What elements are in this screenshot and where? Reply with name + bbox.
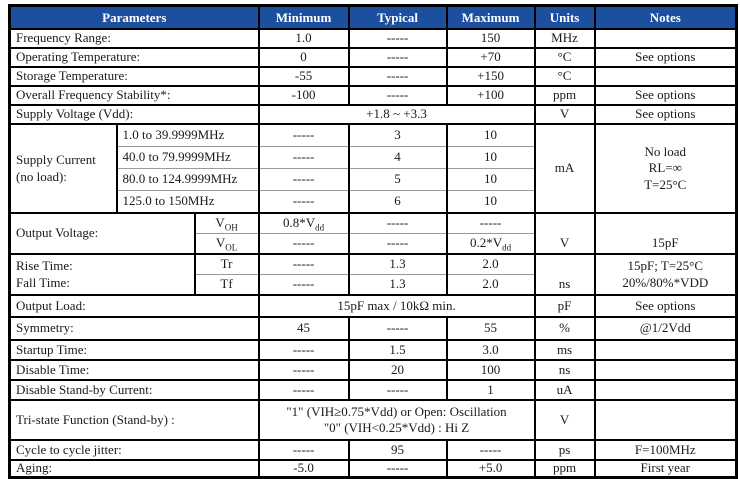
- row-overall-frequency-stability: [10, 86, 737, 105]
- header-units: Units: [535, 6, 595, 30]
- supply-current-max-3: 10: [447, 169, 535, 191]
- supply-current-notes-line1: No load: [644, 144, 687, 160]
- output-load-label: Output Load:: [10, 295, 259, 317]
- aging-notes: First year: [595, 460, 737, 477]
- overall-frequency-stability-units: ppm: [535, 86, 595, 105]
- header-typical: Typical: [349, 6, 447, 30]
- supply-current-range-1: 1.0 to 39.9999MHz: [117, 124, 259, 147]
- rise-time-label: Rise Time:: [16, 258, 73, 274]
- startup-time-typ: 1.5: [349, 340, 447, 360]
- row-rise-time: [10, 254, 737, 275]
- supply-current-notes-line2: RL=∞: [648, 160, 682, 176]
- rise-time-min: -----: [259, 254, 349, 275]
- supply-current-min-1: -----: [259, 124, 349, 147]
- supply-voltage-value: +1.8 ~ +3.3: [259, 105, 535, 124]
- electrical-spec-table: [8, 4, 738, 479]
- disable-standby-current-min: -----: [259, 380, 349, 400]
- operating-temperature-notes: See options: [595, 48, 737, 67]
- supply-current-typ-2: 4: [349, 147, 447, 169]
- output-voltage-notes: 15pF: [595, 213, 737, 254]
- tristate-function-notes: [595, 400, 737, 440]
- supply-current-label: [10, 124, 117, 213]
- disable-time-units: ns: [535, 360, 595, 380]
- symmetry-min: 45: [259, 317, 349, 340]
- storage-temperature-max: +150: [447, 67, 535, 86]
- tristate-function-units: V: [535, 400, 595, 440]
- row-frequency-range: [10, 29, 737, 48]
- cycle-jitter-label: Cycle to cycle jitter:: [10, 440, 259, 460]
- disable-time-max: 100: [447, 360, 535, 380]
- output-voltage-vol-typ: -----: [349, 234, 447, 255]
- output-voltage-vol-max: $0.2*V_{dd}$: [447, 234, 535, 255]
- row-startup-time: [10, 340, 737, 360]
- row-tristate-function: [10, 400, 737, 440]
- symmetry-units: %: [535, 317, 595, 340]
- aging-units: ppm: [535, 460, 595, 477]
- symmetry-typ: -----: [349, 317, 447, 340]
- output-voltage-voh-typ: -----: [349, 213, 447, 234]
- frequency-range-units: MHz: [535, 29, 595, 48]
- frequency-range-label: Frequency Range:: [10, 29, 259, 48]
- output-voltage-units: V: [535, 213, 595, 254]
- output-load-notes: See options: [595, 295, 737, 317]
- output-voltage-vol-min: -----: [259, 234, 349, 255]
- output-load-units: pF: [535, 295, 595, 317]
- supply-current-typ-3: 5: [349, 169, 447, 191]
- row-storage-temperature: [10, 67, 737, 86]
- rise-fall-notes-line2: 20%/80%*VDD: [622, 274, 709, 290]
- cycle-jitter-typ: 95: [349, 440, 447, 460]
- disable-time-label: Disable Time:: [10, 360, 259, 380]
- supply-current-units: mA: [535, 124, 595, 213]
- fall-time-symbol: Tf: [195, 275, 259, 296]
- fall-time-label: Fall Time:: [16, 274, 70, 290]
- output-voltage-voh-max: -----: [447, 213, 535, 234]
- aging-min: -5.0: [259, 460, 349, 477]
- fall-time-max: 2.0: [447, 275, 535, 296]
- table-header: [10, 6, 737, 30]
- overall-frequency-stability-notes: See options: [595, 86, 737, 105]
- row-disable-time: [10, 360, 737, 380]
- rise-fall-notes-line1: 15pF; T=25°C: [627, 258, 704, 274]
- supply-current-typ-4: 6: [349, 191, 447, 214]
- supply-current-min-3: -----: [259, 169, 349, 191]
- disable-standby-current-units: uA: [535, 380, 595, 400]
- supply-current-range-4: 125.0 to 150MHz: [117, 191, 259, 214]
- storage-temperature-typ: -----: [349, 67, 447, 86]
- supply-voltage-label: Supply Voltage (Vdd):: [10, 105, 259, 124]
- symmetry-label: Symmetry:: [10, 317, 259, 340]
- aging-label: Aging:: [10, 460, 259, 477]
- row-aging: [10, 460, 737, 477]
- header-notes: Notes: [595, 6, 737, 30]
- output-voltage-vol-symbol: $V_{OL}$: [195, 234, 259, 255]
- tristate-function-label: Tri-state Function (Stand-by) :: [10, 400, 259, 440]
- header-row: [10, 6, 737, 30]
- startup-time-label: Startup Time:: [10, 340, 259, 360]
- frequency-range-min: 1.0: [259, 29, 349, 48]
- row-supply-voltage: [10, 105, 737, 124]
- rise-time-typ: 1.3: [349, 254, 447, 275]
- overall-frequency-stability-min: -100: [259, 86, 349, 105]
- rise-fall-time-notes: [595, 254, 737, 295]
- operating-temperature-min: 0: [259, 48, 349, 67]
- startup-time-max: 3.0: [447, 340, 535, 360]
- rise-time-max: 2.0: [447, 254, 535, 275]
- row-symmetry: [10, 317, 737, 340]
- row-operating-temperature: [10, 48, 737, 67]
- tristate-function-value: [259, 400, 535, 440]
- row-cycle-jitter: [10, 440, 737, 460]
- supply-current-min-2: -----: [259, 147, 349, 169]
- supply-current-label-line2: (no load):: [16, 168, 67, 184]
- operating-temperature-label: Operating Temperature:: [10, 48, 259, 67]
- aging-max: +5.0: [447, 460, 535, 477]
- frequency-range-max: 150: [447, 29, 535, 48]
- disable-time-typ: 20: [349, 360, 447, 380]
- disable-standby-current-notes: [595, 380, 737, 400]
- cycle-jitter-units: ps: [535, 440, 595, 460]
- storage-temperature-units: °C: [535, 67, 595, 86]
- rise-fall-time-label: [10, 254, 195, 295]
- symmetry-notes: @1/2Vdd: [595, 317, 737, 340]
- startup-time-notes: [595, 340, 737, 360]
- supply-current-min-4: -----: [259, 191, 349, 214]
- disable-standby-current-label: Disable Stand-by Current:: [10, 380, 259, 400]
- cycle-jitter-notes: F=100MHz: [595, 440, 737, 460]
- overall-frequency-stability-typ: -----: [349, 86, 447, 105]
- cycle-jitter-max: -----: [447, 440, 535, 460]
- symmetry-max: 55: [447, 317, 535, 340]
- header-minimum: Minimum: [259, 6, 349, 30]
- output-voltage-voh-min: $0.8*V_{dd}$: [259, 213, 349, 234]
- storage-temperature-label: Storage Temperature:: [10, 67, 259, 86]
- storage-temperature-notes: [595, 67, 737, 86]
- supply-current-max-2: 10: [447, 147, 535, 169]
- tristate-value-line1: "1" (VIH≥0.75*Vdd) or Open: Oscillation: [286, 403, 507, 419]
- storage-temperature-min: -55: [259, 67, 349, 86]
- supply-current-typ-1: 3: [349, 124, 447, 147]
- frequency-range-notes: [595, 29, 737, 48]
- supply-current-notes-line3: T=25°C: [644, 176, 687, 192]
- tristate-value-line2: "0" (VIH<0.25*Vdd) : Hi Z: [323, 420, 470, 435]
- disable-standby-current-typ: -----: [349, 380, 447, 400]
- disable-standby-current-max: 1: [447, 380, 535, 400]
- operating-temperature-units: °C: [535, 48, 595, 67]
- fall-time-typ: 1.3: [349, 275, 447, 296]
- cycle-jitter-min: -----: [259, 440, 349, 460]
- overall-frequency-stability-max: +100: [447, 86, 535, 105]
- output-voltage-label: Output Voltage:: [10, 213, 195, 254]
- supply-current-notes: [595, 124, 737, 213]
- overall-frequency-stability-label: Overall Frequency Stability*:: [10, 86, 259, 105]
- header-parameters: Parameters: [10, 6, 259, 30]
- operating-temperature-max: +70: [447, 48, 535, 67]
- disable-time-notes: [595, 360, 737, 380]
- row-output-load: [10, 295, 737, 317]
- rise-fall-time-units: ns: [535, 254, 595, 295]
- disable-time-min: -----: [259, 360, 349, 380]
- supply-current-max-1: 10: [447, 124, 535, 147]
- startup-time-units: ms: [535, 340, 595, 360]
- supply-current-range-2: 40.0 to 79.9999MHz: [117, 147, 259, 169]
- supply-current-range-3: 80.0 to 124.9999MHz: [117, 169, 259, 191]
- rise-time-symbol: Tr: [195, 254, 259, 275]
- frequency-range-typ: -----: [349, 29, 447, 48]
- output-voltage-voh-symbol: $V_{OH}$: [195, 213, 259, 234]
- header-maximum: Maximum: [447, 6, 535, 30]
- supply-current-label-line1: Supply Current: [16, 152, 96, 168]
- output-load-value: 15pF max / 10kΩ min.: [259, 295, 535, 317]
- startup-time-min: -----: [259, 340, 349, 360]
- row-supply-current-1: [10, 124, 737, 147]
- supply-current-max-4: 10: [447, 191, 535, 214]
- row-disable-standby-current: [10, 380, 737, 400]
- operating-temperature-typ: -----: [349, 48, 447, 67]
- aging-typ: -----: [349, 460, 447, 477]
- row-output-voltage-voh: [10, 213, 737, 234]
- supply-voltage-notes: See options: [595, 105, 737, 124]
- fall-time-min: -----: [259, 275, 349, 296]
- supply-voltage-units: V: [535, 105, 595, 124]
